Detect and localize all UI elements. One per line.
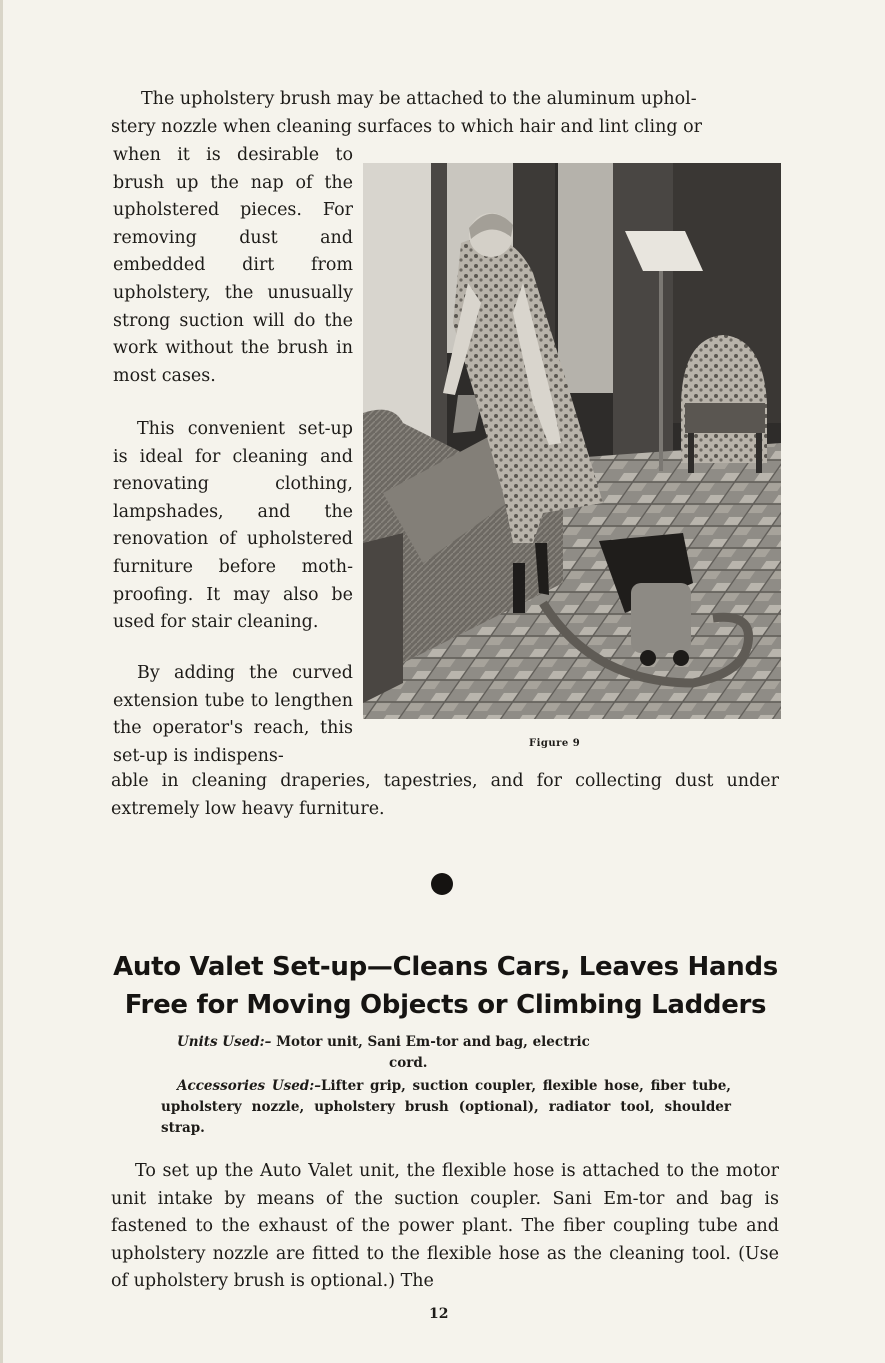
intro-line-2: stery nozzle when cleaning surfaces to which hair and lint cling or	[111, 116, 703, 137]
accessories-used	[161, 1076, 731, 1139]
section-heading-line-2: Free for Moving Objects or Climbing Ladders	[124, 990, 767, 1020]
page-number: 12	[429, 1306, 449, 1322]
section-divider-dot	[431, 873, 453, 895]
units-used-label: Units Used:–	[177, 1034, 272, 1050]
column-paragraph-1-text: when it is desirable to brush up the nap of the upholstered pieces. For removing dust and embedded dirt from upholstery, the unusually strong suction will do the work without the brush in most cases.	[113, 145, 353, 386]
accessories-used-text: Lifter grip, suction coupler, flexible hose, fiber tube, upholstery nozzle, upholstery brush (optional), radiator tool, shoulder strap.	[161, 1078, 731, 1136]
column-paragraph-2-text: This convenient set-up is ideal for cleaning and renovating clothing, lampshades, and the renovation of upholstered furniture before moth-proofing. It may also be used for stair cleaning.	[113, 419, 353, 633]
figure-photo	[363, 163, 781, 719]
paragraph-3-continued	[111, 768, 779, 823]
column-paragraph-3	[113, 660, 353, 770]
column-paragraph-2	[113, 416, 353, 637]
intro-line-1: The upholstery brush may be attached to the aluminum uphol-	[141, 89, 697, 109]
column-paragraph-1	[113, 142, 353, 390]
section-heading-line-1: Auto Valet Set-up—Cleans Cars, Leaves Hands	[113, 952, 778, 982]
section-heading	[63, 948, 828, 1024]
photo-woman-vacuuming-sofa	[363, 163, 781, 719]
final-paragraph	[111, 1158, 779, 1296]
intro-paragraph	[111, 86, 783, 141]
column-paragraph-3-text: By adding the curved extension tube to lengthen the operator's reach, this set-up is indispens-	[113, 663, 353, 766]
units-used	[161, 1032, 731, 1074]
units-used-text: Motor unit, Sani Em-tor and bag, electric	[276, 1034, 590, 1050]
units-used-text-2: cord.	[389, 1055, 428, 1071]
figure-caption: Figure 9	[529, 738, 581, 749]
final-paragraph-text: To set up the Auto Valet unit, the flexible hose is attached to the motor unit intake by means of the suction coupler. Sani Em-tor and bag is fastened to the exhaust of the power plant. The fiber coupling tube and upholstery nozzle are fitted to the flexible hose as the cleaning tool. (Use of upholstery brush is optional.) The	[111, 1161, 779, 1292]
paragraph-3-continued-text: able in cleaning draperies, tapestries, and for collecting dust under extremely low heavy furniture.	[111, 771, 779, 819]
accessories-used-label: Accessories Used:–	[177, 1078, 321, 1094]
